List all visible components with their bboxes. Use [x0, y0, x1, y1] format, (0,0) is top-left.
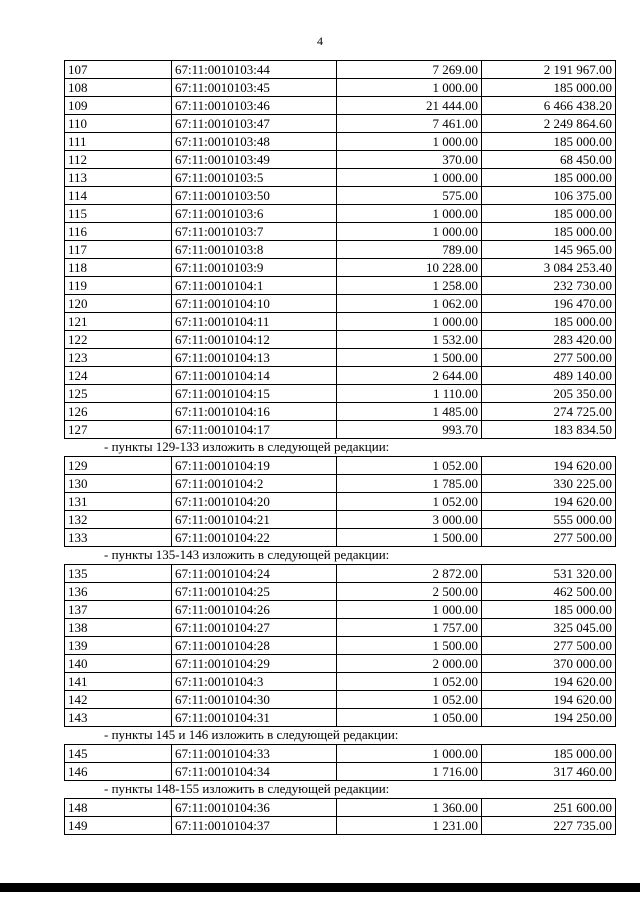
area-cell: 1 360.00: [337, 799, 482, 817]
cadastral-number-cell: 67:11:0010104:10: [172, 295, 337, 313]
table-row: [65, 115, 616, 133]
value-cell: 194 620.00: [482, 673, 616, 691]
row-number-cell: 148: [65, 799, 172, 817]
area-cell: 2 500.00: [337, 583, 482, 601]
area-cell: 1 052.00: [337, 457, 482, 475]
area-cell: 1 000.00: [337, 133, 482, 151]
value-cell: 325 045.00: [482, 619, 616, 637]
document-body: [64, 60, 615, 835]
cadastral-number-cell: 67:11:0010104:17: [172, 421, 337, 439]
cadastral-number-cell: 67:11:0010103:8: [172, 241, 337, 259]
area-cell: 21 444.00: [337, 97, 482, 115]
value-cell: 194 250.00: [482, 709, 616, 727]
row-number-cell: 127: [65, 421, 172, 439]
row-number-cell: 118: [65, 259, 172, 277]
cadastral-number-cell: 67:11:0010103:48: [172, 133, 337, 151]
area-cell: 1 000.00: [337, 79, 482, 97]
value-cell: 277 500.00: [482, 637, 616, 655]
table-row: [65, 817, 616, 835]
row-number-cell: 133: [65, 529, 172, 547]
area-cell: 1 000.00: [337, 745, 482, 763]
area-cell: 1 052.00: [337, 493, 482, 511]
row-number-cell: 132: [65, 511, 172, 529]
cadastral-number-cell: 67:11:0010103:6: [172, 205, 337, 223]
cadastral-number-cell: 67:11:0010103:46: [172, 97, 337, 115]
value-cell: 330 225.00: [482, 475, 616, 493]
table-row: [65, 61, 616, 79]
page-bottom-rule: [0, 883, 640, 892]
area-cell: 1 050.00: [337, 709, 482, 727]
area-cell: 1 000.00: [337, 223, 482, 241]
table-row: [65, 79, 616, 97]
amendment-note: - пункты 129-133 изложить в следующей редакции:: [104, 439, 390, 454]
table-row: [65, 259, 616, 277]
area-cell: 1 000.00: [337, 169, 482, 187]
value-cell: 185 000.00: [482, 601, 616, 619]
row-number-cell: 109: [65, 97, 172, 115]
area-cell: 789.00: [337, 241, 482, 259]
table-row: [65, 151, 616, 169]
cadastral-number-cell: 67:11:0010104:15: [172, 385, 337, 403]
value-cell: 185 000.00: [482, 205, 616, 223]
amendment-note: - пункты 135-143 изложить в следующей редакции:: [104, 547, 390, 562]
value-cell: 555 000.00: [482, 511, 616, 529]
cadastral-number-cell: 67:11:0010103:5: [172, 169, 337, 187]
cadastral-number-cell: 67:11:0010104:13: [172, 349, 337, 367]
table-row: [65, 673, 616, 691]
table-row: [65, 385, 616, 403]
land-plot-table: [64, 456, 616, 547]
cadastral-number-cell: 67:11:0010104:26: [172, 601, 337, 619]
row-number-cell: 120: [65, 295, 172, 313]
value-cell: 194 620.00: [482, 457, 616, 475]
table-row: [65, 403, 616, 421]
table-row: [65, 763, 616, 781]
value-cell: 196 470.00: [482, 295, 616, 313]
table-row: [65, 187, 616, 205]
value-cell: 317 460.00: [482, 763, 616, 781]
row-number-cell: 129: [65, 457, 172, 475]
value-cell: 185 000.00: [482, 169, 616, 187]
table-row: [65, 565, 616, 583]
table-row: [65, 205, 616, 223]
cadastral-number-cell: 67:11:0010104:22: [172, 529, 337, 547]
row-number-cell: 107: [65, 61, 172, 79]
area-cell: 10 228.00: [337, 259, 482, 277]
row-number-cell: 115: [65, 205, 172, 223]
area-cell: 1 258.00: [337, 277, 482, 295]
amendment-note: - пункты 145 и 146 изложить в следующей редакции:: [104, 727, 399, 742]
area-cell: 1 532.00: [337, 331, 482, 349]
cadastral-number-cell: 67:11:0010104:19: [172, 457, 337, 475]
cadastral-number-cell: 67:11:0010104:36: [172, 799, 337, 817]
page-number: 4: [317, 34, 323, 48]
table-row: [65, 799, 616, 817]
table-row: [65, 637, 616, 655]
area-cell: 1 757.00: [337, 619, 482, 637]
value-cell: 3 084 253.40: [482, 259, 616, 277]
table-row: [65, 241, 616, 259]
row-number-cell: 140: [65, 655, 172, 673]
value-cell: 6 466 438.20: [482, 97, 616, 115]
area-cell: 1 485.00: [337, 403, 482, 421]
table-row: [65, 421, 616, 439]
row-number-cell: 112: [65, 151, 172, 169]
row-number-cell: 121: [65, 313, 172, 331]
row-number-cell: 136: [65, 583, 172, 601]
area-cell: 370.00: [337, 151, 482, 169]
cadastral-number-cell: 67:11:0010103:50: [172, 187, 337, 205]
row-number-cell: 146: [65, 763, 172, 781]
row-number-cell: 130: [65, 475, 172, 493]
value-cell: 145 965.00: [482, 241, 616, 259]
cadastral-number-cell: 67:11:0010104:30: [172, 691, 337, 709]
value-cell: 227 735.00: [482, 817, 616, 835]
cadastral-number-cell: 67:11:0010103:9: [172, 259, 337, 277]
table-row: [65, 133, 616, 151]
value-cell: 462 500.00: [482, 583, 616, 601]
value-cell: 2 191 967.00: [482, 61, 616, 79]
cadastral-number-cell: 67:11:0010103:45: [172, 79, 337, 97]
area-cell: 2 872.00: [337, 565, 482, 583]
cadastral-number-cell: 67:11:0010104:3: [172, 673, 337, 691]
cadastral-number-cell: 67:11:0010104:31: [172, 709, 337, 727]
area-cell: 1 500.00: [337, 529, 482, 547]
table-row: [65, 277, 616, 295]
cadastral-number-cell: 67:11:0010104:1: [172, 277, 337, 295]
value-cell: 194 620.00: [482, 493, 616, 511]
area-cell: 1 110.00: [337, 385, 482, 403]
row-number-cell: 113: [65, 169, 172, 187]
row-number-cell: 114: [65, 187, 172, 205]
area-cell: 993.70: [337, 421, 482, 439]
row-number-cell: 142: [65, 691, 172, 709]
value-cell: 283 420.00: [482, 331, 616, 349]
row-number-cell: 139: [65, 637, 172, 655]
row-number-cell: 137: [65, 601, 172, 619]
cadastral-number-cell: 67:11:0010104:16: [172, 403, 337, 421]
cadastral-number-cell: 67:11:0010104:12: [172, 331, 337, 349]
area-cell: 1 000.00: [337, 313, 482, 331]
row-number-cell: 141: [65, 673, 172, 691]
area-cell: 1 231.00: [337, 817, 482, 835]
table-row: [65, 223, 616, 241]
row-number-cell: 119: [65, 277, 172, 295]
row-number-cell: 149: [65, 817, 172, 835]
land-plot-table: [64, 744, 616, 781]
area-cell: 1 716.00: [337, 763, 482, 781]
row-number-cell: 131: [65, 493, 172, 511]
row-number-cell: 116: [65, 223, 172, 241]
area-cell: 7 461.00: [337, 115, 482, 133]
table-row: [65, 619, 616, 637]
land-plot-table: [64, 564, 616, 727]
cadastral-number-cell: 67:11:0010104:25: [172, 583, 337, 601]
cadastral-number-cell: 67:11:0010104:21: [172, 511, 337, 529]
land-plot-table: [64, 60, 616, 439]
row-number-cell: 126: [65, 403, 172, 421]
area-cell: 1 500.00: [337, 637, 482, 655]
amendment-note: - пункты 148-155 изложить в следующей редакции:: [104, 781, 390, 796]
row-number-cell: 111: [65, 133, 172, 151]
table-row: [65, 97, 616, 115]
table-row: [65, 367, 616, 385]
value-cell: 185 000.00: [482, 79, 616, 97]
area-cell: 1 000.00: [337, 601, 482, 619]
area-cell: 1 785.00: [337, 475, 482, 493]
cadastral-number-cell: 67:11:0010103:44: [172, 61, 337, 79]
value-cell: 68 450.00: [482, 151, 616, 169]
row-number-cell: 108: [65, 79, 172, 97]
cadastral-number-cell: 67:11:0010104:11: [172, 313, 337, 331]
value-cell: 274 725.00: [482, 403, 616, 421]
value-cell: 185 000.00: [482, 133, 616, 151]
area-cell: 1 500.00: [337, 349, 482, 367]
row-number-cell: 122: [65, 331, 172, 349]
table-row: [65, 601, 616, 619]
table-row: [65, 169, 616, 187]
table-row: [65, 691, 616, 709]
value-cell: 531 320.00: [482, 565, 616, 583]
cadastral-number-cell: 67:11:0010104:37: [172, 817, 337, 835]
cadastral-number-cell: 67:11:0010104:33: [172, 745, 337, 763]
cadastral-number-cell: 67:11:0010104:27: [172, 619, 337, 637]
value-cell: 370 000.00: [482, 655, 616, 673]
cadastral-number-cell: 67:11:0010104:29: [172, 655, 337, 673]
value-cell: 183 834.50: [482, 421, 616, 439]
value-cell: 232 730.00: [482, 277, 616, 295]
area-cell: 1 052.00: [337, 673, 482, 691]
area-cell: 1 000.00: [337, 205, 482, 223]
value-cell: 185 000.00: [482, 223, 616, 241]
cadastral-number-cell: 67:11:0010104:34: [172, 763, 337, 781]
area-cell: 1 052.00: [337, 691, 482, 709]
land-plot-table: [64, 798, 616, 835]
value-cell: 194 620.00: [482, 691, 616, 709]
table-row: [65, 511, 616, 529]
value-cell: 185 000.00: [482, 313, 616, 331]
value-cell: 106 375.00: [482, 187, 616, 205]
value-cell: 489 140.00: [482, 367, 616, 385]
table-row: [65, 349, 616, 367]
table-row: [65, 331, 616, 349]
row-number-cell: 117: [65, 241, 172, 259]
area-cell: 2 000.00: [337, 655, 482, 673]
area-cell: 1 062.00: [337, 295, 482, 313]
table-row: [65, 583, 616, 601]
area-cell: 2 644.00: [337, 367, 482, 385]
table-row: [65, 529, 616, 547]
row-number-cell: 110: [65, 115, 172, 133]
row-number-cell: 125: [65, 385, 172, 403]
table-row: [65, 655, 616, 673]
row-number-cell: 143: [65, 709, 172, 727]
cadastral-number-cell: 67:11:0010104:2: [172, 475, 337, 493]
value-cell: 277 500.00: [482, 529, 616, 547]
area-cell: 7 269.00: [337, 61, 482, 79]
table-row: [65, 475, 616, 493]
cadastral-number-cell: 67:11:0010104:20: [172, 493, 337, 511]
cadastral-number-cell: 67:11:0010103:47: [172, 115, 337, 133]
value-cell: 251 600.00: [482, 799, 616, 817]
table-row: [65, 295, 616, 313]
cadastral-number-cell: 67:11:0010104:14: [172, 367, 337, 385]
table-row: [65, 457, 616, 475]
value-cell: 185 000.00: [482, 745, 616, 763]
table-row: [65, 313, 616, 331]
row-number-cell: 123: [65, 349, 172, 367]
table-row: [65, 709, 616, 727]
row-number-cell: 145: [65, 745, 172, 763]
cadastral-number-cell: 67:11:0010103:49: [172, 151, 337, 169]
cadastral-number-cell: 67:11:0010104:28: [172, 637, 337, 655]
cadastral-number-cell: 67:11:0010103:7: [172, 223, 337, 241]
value-cell: 2 249 864.60: [482, 115, 616, 133]
value-cell: 205 350.00: [482, 385, 616, 403]
row-number-cell: 124: [65, 367, 172, 385]
area-cell: 3 000.00: [337, 511, 482, 529]
row-number-cell: 138: [65, 619, 172, 637]
value-cell: 277 500.00: [482, 349, 616, 367]
area-cell: 575.00: [337, 187, 482, 205]
cadastral-number-cell: 67:11:0010104:24: [172, 565, 337, 583]
table-row: [65, 493, 616, 511]
table-row: [65, 745, 616, 763]
row-number-cell: 135: [65, 565, 172, 583]
